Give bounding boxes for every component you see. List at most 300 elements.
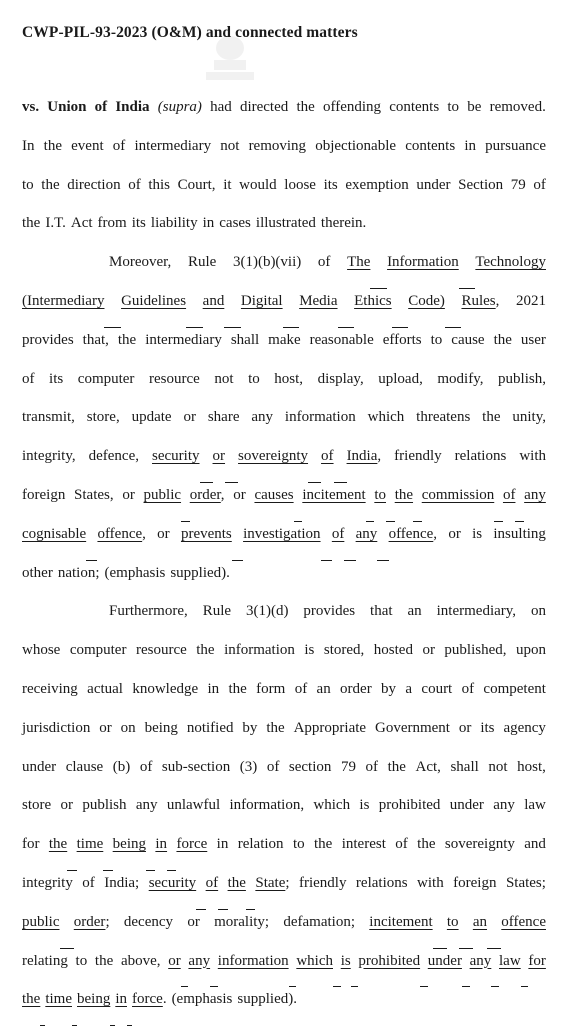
underline-gap (459, 948, 473, 949)
word: that, (82, 331, 109, 348)
word: or (99, 719, 112, 736)
word: friendly (298, 874, 347, 891)
word: information (284, 409, 356, 426)
word: efforts (382, 331, 422, 348)
word: any (251, 409, 274, 426)
word: or (60, 797, 73, 814)
word: to (22, 176, 34, 193)
text-line (22, 406, 546, 445)
word: or (187, 913, 200, 930)
word: Court, (177, 176, 216, 193)
word: not (214, 370, 234, 387)
word: (b) (112, 758, 131, 775)
word: which (313, 797, 351, 814)
word: sovereignty (238, 445, 308, 484)
word: under (22, 758, 57, 775)
word: causes (254, 484, 293, 523)
underline-gap (218, 909, 227, 910)
word: being (77, 988, 110, 1027)
word: in (202, 215, 215, 232)
word: Rule (202, 603, 232, 620)
text-line (22, 368, 546, 407)
word: relations (454, 448, 507, 465)
word: with (417, 874, 444, 891)
word: any (188, 950, 210, 989)
word: modify, (437, 370, 484, 387)
word: objectionable (315, 137, 397, 154)
word: contents (389, 99, 440, 115)
word: published, (444, 642, 507, 659)
word: force. (132, 991, 167, 1008)
word: friendly (394, 448, 442, 465)
underline-gap (333, 986, 341, 987)
underline-gap (491, 986, 499, 987)
word: provides (303, 603, 356, 620)
word: public (22, 911, 60, 950)
word: which (296, 950, 333, 989)
word: order, (189, 486, 225, 503)
word: any (356, 523, 378, 562)
word: of (266, 758, 280, 775)
word: share (207, 409, 240, 426)
word: the (94, 952, 114, 969)
word: publish (82, 797, 127, 814)
word: defence, (88, 448, 140, 465)
word: incitement (302, 484, 365, 523)
text-line (22, 717, 546, 756)
word: Section (458, 176, 504, 193)
word: In (22, 137, 35, 154)
text-line (22, 484, 546, 523)
word: Ethics (354, 290, 392, 329)
underline-gap (459, 288, 476, 289)
word: or (157, 525, 170, 542)
word: an (316, 680, 331, 697)
word: sovereignty (444, 836, 515, 853)
word: or (122, 486, 135, 503)
word: security (152, 445, 199, 484)
word: this (148, 176, 171, 193)
word: order; (73, 913, 110, 930)
word: threatens (416, 409, 471, 426)
underline-gap (67, 870, 76, 871)
word: decency (123, 913, 174, 930)
word: security (149, 872, 196, 911)
word: offence, (388, 525, 438, 542)
word: (emphasis (171, 991, 233, 1008)
word: The (347, 251, 370, 290)
word: Act (70, 215, 93, 232)
word: in (115, 988, 127, 1027)
word: whose (22, 642, 61, 659)
word: knowledge (132, 680, 199, 697)
word: any (524, 486, 546, 503)
word: vs. (22, 99, 40, 115)
word: its (49, 370, 64, 387)
underline-gap (392, 327, 409, 328)
word: any (493, 797, 515, 814)
word: or (448, 525, 461, 542)
word: integrity (22, 874, 73, 891)
word: resource (148, 370, 200, 387)
word: a (405, 680, 413, 697)
word: it (223, 176, 232, 193)
word: under (428, 950, 462, 989)
word: of (461, 680, 475, 697)
word: stored, (323, 642, 365, 659)
word: of (22, 370, 35, 387)
word: any (470, 950, 492, 989)
underline-gap (344, 560, 355, 561)
underline-gap (338, 327, 355, 328)
word: upload, (378, 370, 423, 387)
word: any (135, 797, 158, 814)
underline-gap (413, 521, 422, 522)
word: pursuance (485, 137, 546, 154)
underline-gap (515, 521, 524, 522)
underline-gap (127, 1025, 132, 1026)
word: (3) (239, 758, 258, 775)
word: to (430, 331, 443, 348)
word: receiving (22, 680, 78, 697)
word: by (242, 719, 258, 736)
word: integrity, (22, 448, 76, 465)
word: Appropriate (293, 719, 367, 736)
word: had (210, 99, 232, 115)
underline-gap (289, 986, 297, 987)
word: publish, (498, 370, 546, 387)
word: offence (501, 913, 546, 930)
underline-gap (308, 482, 321, 483)
word: under (449, 797, 484, 814)
word: by (381, 680, 397, 697)
word: of (365, 758, 379, 775)
word: unity, (512, 409, 546, 426)
word: of (294, 680, 308, 697)
word: morality; (214, 913, 270, 930)
word: or (233, 486, 246, 503)
word: the (43, 137, 62, 154)
word: of (321, 445, 334, 484)
word: above, (120, 952, 161, 969)
underline-gap (181, 986, 189, 987)
word: to (374, 484, 386, 523)
word: is (472, 525, 483, 542)
word: or (458, 719, 472, 736)
word: to (447, 911, 459, 950)
word: in (216, 836, 229, 853)
underline-gap (196, 909, 205, 910)
word: the (395, 484, 413, 523)
word: its (323, 176, 338, 193)
word: the (196, 642, 215, 659)
word: law (499, 950, 521, 989)
word: which (367, 409, 405, 426)
word: of (317, 254, 331, 271)
text-line (22, 445, 546, 484)
word: under (416, 176, 451, 193)
word: the (482, 409, 501, 426)
word: State; (255, 874, 290, 891)
word: unlawful (166, 797, 221, 814)
word: the (493, 331, 512, 348)
word: the (296, 99, 315, 115)
word: the (266, 719, 285, 736)
word: display, (317, 370, 364, 387)
word: Moreover, (109, 254, 172, 271)
word: Guidelines (121, 290, 186, 329)
word: to (292, 836, 305, 853)
word: nation; (57, 564, 100, 581)
word: supplied). (170, 564, 230, 581)
word: offending (322, 99, 382, 115)
word: in (464, 137, 477, 154)
word: of (82, 874, 95, 891)
word: Media (299, 290, 337, 329)
emblem-watermark (190, 30, 270, 90)
word: relations (355, 874, 408, 891)
word: to (75, 952, 88, 969)
word: supplied). (237, 991, 297, 1008)
word: the (49, 833, 67, 872)
word: prohibited (358, 950, 420, 989)
word: host, (517, 758, 546, 775)
word: 3(1)(d) (245, 603, 289, 620)
word: intermediary, (436, 603, 517, 620)
word: for (22, 836, 40, 853)
underline-gap (433, 948, 447, 949)
text-line (22, 96, 546, 135)
word: resource (135, 642, 187, 659)
word: of (94, 99, 108, 115)
word: force (176, 836, 208, 853)
word: Act, (415, 758, 441, 775)
word: prohibited (378, 797, 441, 814)
word: 2021 (515, 292, 546, 309)
text-line (22, 756, 546, 795)
word: cause (451, 331, 485, 348)
word: removed. (489, 99, 546, 115)
word: contents (405, 137, 456, 154)
word: update (131, 409, 172, 426)
word: information (224, 642, 295, 659)
word: foreign (453, 874, 497, 891)
word: other (22, 564, 53, 581)
word: actual (87, 680, 123, 697)
word: the (314, 836, 333, 853)
underline-gap (283, 327, 300, 328)
word: and (203, 290, 225, 329)
word: information, (229, 797, 305, 814)
underline-gap (321, 560, 332, 561)
word: law (524, 797, 546, 814)
word: order (340, 680, 372, 697)
word: clause (65, 758, 104, 775)
underline-gap (386, 521, 395, 522)
word: India; (104, 874, 140, 891)
word: its (480, 719, 495, 736)
text-line (22, 639, 546, 678)
word: on (531, 603, 546, 620)
word: computer (77, 370, 135, 387)
word: insulting (493, 525, 546, 542)
word: the (228, 872, 246, 911)
word: liability (150, 215, 198, 232)
word: the (41, 176, 60, 193)
word: is (304, 642, 315, 659)
underline-gap (232, 560, 243, 561)
word: foreign (22, 486, 66, 503)
underline-gap (224, 327, 241, 328)
word: user (520, 331, 546, 348)
word: loose (284, 176, 316, 193)
word: information (218, 950, 289, 989)
word: be (467, 99, 482, 115)
underline-gap (521, 986, 529, 987)
word: its (131, 215, 146, 232)
underline-gap (146, 870, 155, 871)
word: reasonable (309, 331, 374, 348)
word: transmit, (22, 409, 75, 426)
text-line (22, 833, 546, 872)
underline-gap (494, 521, 503, 522)
underline-gap (225, 482, 238, 483)
word: India, (346, 448, 382, 465)
text-line (22, 135, 546, 174)
word: time (45, 988, 72, 1027)
word: hosted (373, 642, 413, 659)
word: upon (516, 642, 546, 659)
word: store, (86, 409, 120, 426)
word: event (71, 137, 104, 154)
text-line (22, 988, 546, 1027)
word: commission (422, 484, 495, 523)
word: not (488, 758, 508, 775)
word: or (422, 642, 435, 659)
underline-gap (445, 327, 462, 328)
word: in (207, 680, 220, 697)
word: Furthermore, (109, 603, 188, 620)
word: to (248, 370, 260, 387)
word: on (120, 719, 136, 736)
word: or (183, 409, 196, 426)
underline-gap (246, 909, 255, 910)
word: public (144, 484, 182, 523)
word: being (144, 719, 178, 736)
text-line (22, 950, 546, 989)
word: States, (74, 486, 114, 503)
word: India (115, 99, 150, 115)
word: Information (387, 251, 459, 290)
word: States; (505, 874, 546, 891)
word: form (256, 680, 286, 697)
underline-gap (351, 986, 359, 987)
word: Rule (187, 254, 217, 271)
word: 79 (510, 176, 526, 193)
word: an (407, 603, 422, 620)
underline-gap (420, 986, 428, 987)
word: store (22, 797, 52, 814)
text-line (22, 794, 546, 833)
word: agency (503, 719, 546, 736)
word: direction (67, 176, 121, 193)
word: the (228, 680, 247, 697)
text-line (22, 523, 546, 562)
word: to (447, 99, 460, 115)
word: prevents (181, 523, 232, 562)
text-line (22, 212, 546, 251)
underline-gap (462, 986, 470, 987)
text-line (22, 600, 546, 639)
text-line (22, 872, 546, 911)
underline-gap (370, 288, 387, 289)
word: 3(1)(b)(vii) (232, 254, 302, 271)
word: being (113, 833, 146, 872)
text-line (22, 678, 546, 717)
word: the (22, 988, 40, 1027)
underline-gap (366, 521, 375, 522)
word: of (503, 484, 516, 523)
word: section (288, 758, 332, 775)
word: relating (22, 952, 68, 969)
underline-gap (60, 948, 74, 949)
word: or (213, 445, 226, 484)
word: offence, (97, 525, 146, 542)
word: exemption (345, 176, 409, 193)
word: interest (341, 836, 386, 853)
word: notified (186, 719, 234, 736)
word: I.T. (45, 215, 66, 232)
word: competent (483, 680, 546, 697)
judgment-body (22, 96, 546, 1027)
word: relation (237, 836, 284, 853)
word: of (332, 523, 345, 562)
word: would (239, 176, 277, 193)
word: removing (248, 137, 307, 154)
word: in (155, 833, 167, 872)
word: (supra) (157, 99, 202, 115)
word: incitement (369, 911, 432, 950)
word: is (359, 797, 370, 814)
word: Digital (241, 290, 283, 329)
word: illustrated (255, 215, 316, 232)
underline-gap (86, 560, 97, 561)
word: is (341, 950, 351, 989)
word: the (387, 758, 406, 775)
word: and (524, 836, 546, 853)
word: cases (219, 215, 251, 232)
word: from (97, 215, 127, 232)
word: of (128, 176, 141, 193)
word: shall (450, 758, 479, 775)
word: not (220, 137, 240, 154)
word: an (473, 911, 487, 950)
word: therein. (320, 215, 367, 232)
word: host, (274, 370, 304, 387)
word: court (421, 680, 453, 697)
text-line (22, 251, 546, 290)
word: Government (375, 719, 450, 736)
word: intermediary (134, 137, 212, 154)
underline-gap (487, 948, 501, 949)
word: that (370, 603, 393, 620)
word: jurisdiction (22, 719, 91, 736)
underline-gap (377, 560, 388, 561)
case-title: CWP-PIL-93-2023 (O&M) and connected matters (22, 24, 358, 41)
underline-gap (210, 986, 218, 987)
word: Rules, (461, 292, 500, 309)
word: or (168, 950, 181, 989)
